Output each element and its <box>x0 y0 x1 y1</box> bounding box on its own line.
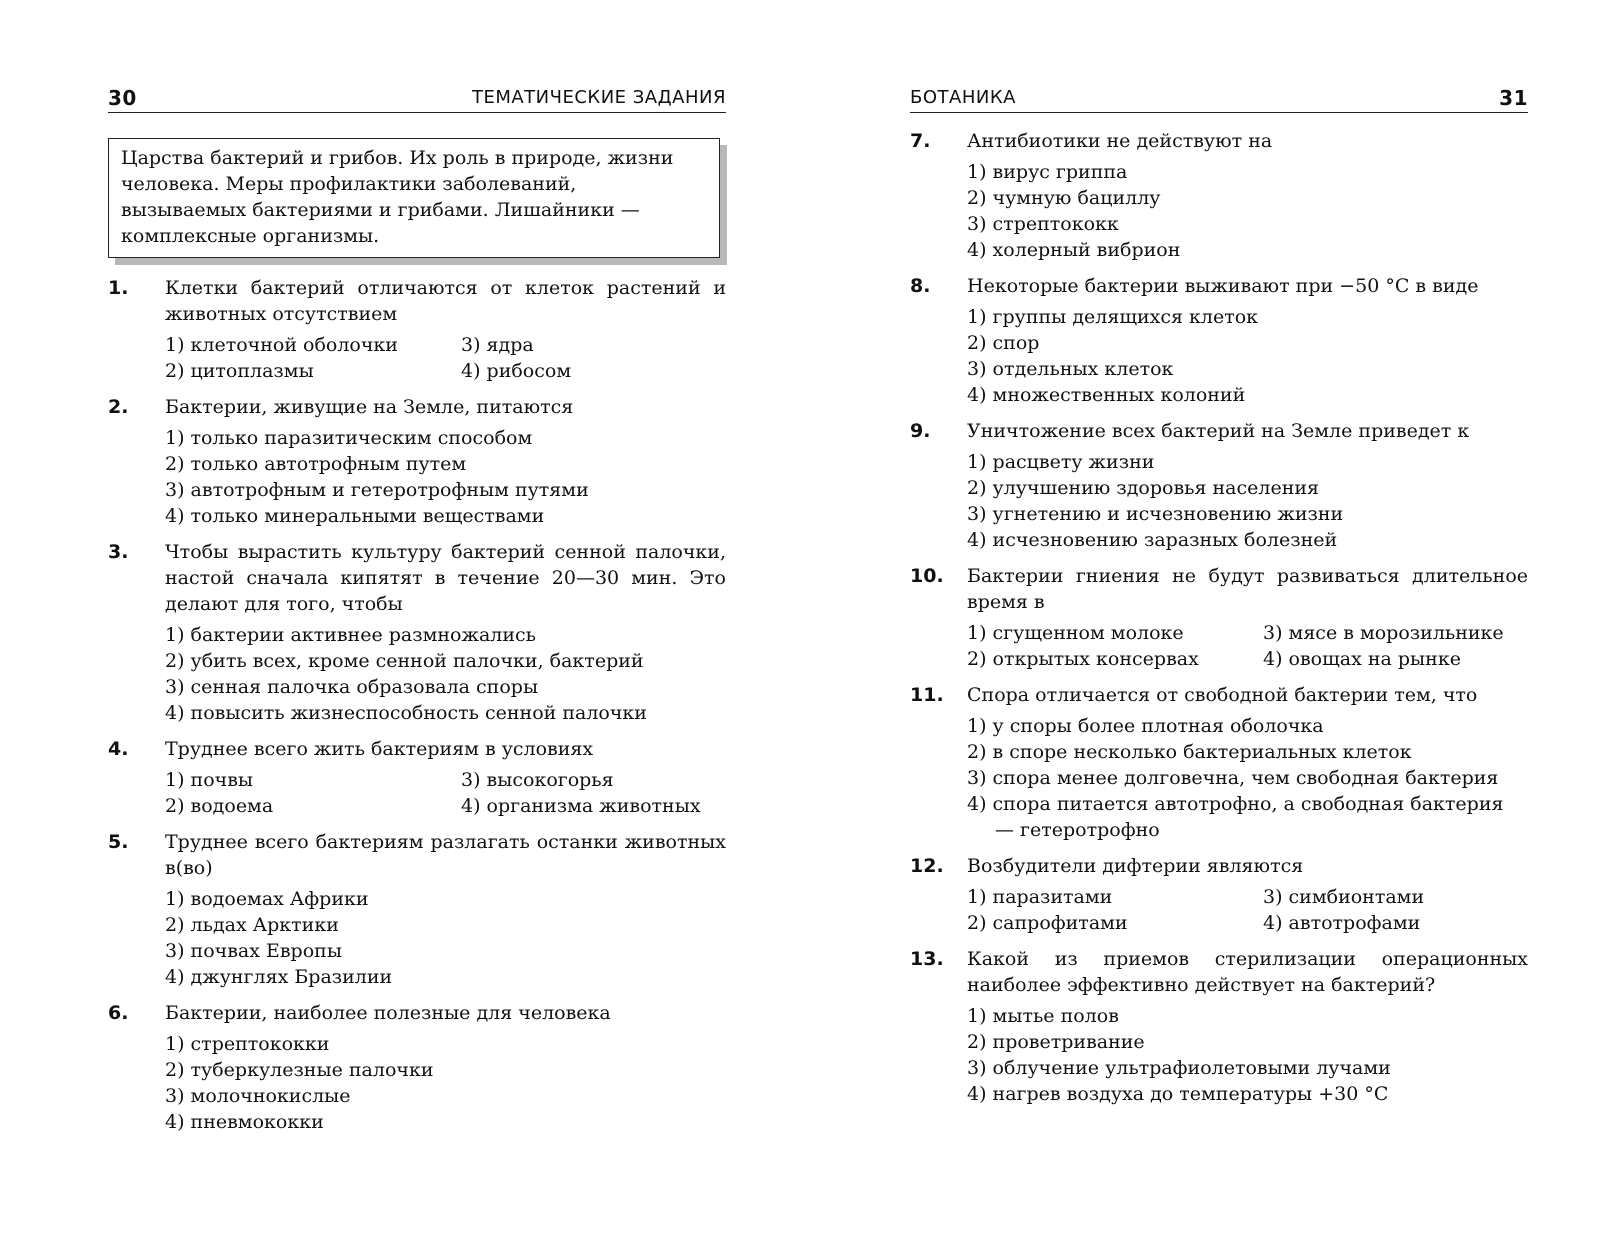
question-number: 10. <box>910 565 944 587</box>
running-title: БОТАНИКА <box>910 87 1016 108</box>
question-text: Чтобы вырастить культуру бактерий сенной палочки, настой сначала кипятят в течение 20—30 мин. Это делают для того, чтобы <box>165 541 726 615</box>
question-number: 3. <box>108 541 129 563</box>
answer-option: 4) организма животных <box>461 795 701 817</box>
question-text: Бактерии, живущие на Земле, питаются <box>165 396 574 418</box>
question-text: Бактерии гниения не будут развиваться длительное время в <box>967 565 1528 613</box>
question-number: 11. <box>910 684 944 706</box>
answer-option: 1) стрептококки <box>165 1033 330 1055</box>
answer-option: 1) сгущенном молоке <box>967 622 1184 644</box>
question-11 <box>910 682 1528 843</box>
answer-option: 3) молочнокислые <box>165 1085 351 1107</box>
question-9 <box>910 418 1528 553</box>
question-10 <box>910 563 1528 672</box>
answer-option: 1) только паразитическим способом <box>165 427 533 449</box>
answer-option: 3) отдельных клеток <box>967 358 1174 380</box>
answer-option: 2) чумную бациллу <box>967 187 1161 209</box>
question-text: Антибиотики не действуют на <box>967 130 1273 152</box>
answer-option: 3) мясе в морозильнике <box>1263 622 1504 644</box>
answer-option: 2) улучшению здоровья населения <box>967 477 1320 499</box>
question-7 <box>910 128 1528 263</box>
answer-option: 4) пневмококки <box>165 1111 324 1133</box>
running-head <box>910 86 1528 113</box>
answer-option: 3) автотрофным и гетеротрофным путями <box>165 479 589 501</box>
running-head <box>108 86 726 113</box>
answer-option: 1) группы делящихся клеток <box>967 306 1259 328</box>
question-8 <box>910 273 1528 408</box>
answer-option: 2) цитоплазмы <box>165 360 314 382</box>
answer-option: 4) холерный вибрион <box>967 239 1181 261</box>
answer-option: 4) только минеральными веществами <box>165 505 545 527</box>
answer-option: 1) расцвету жизни <box>967 451 1155 473</box>
topic-box: Царства бактерий и грибов. Их роль в природе, жизни человека. Меры профилактики заболеваний, вызываемых бактериями и грибами. Лишайники — комплексные организмы. <box>108 138 720 258</box>
answer-options <box>967 449 1528 553</box>
question-2 <box>108 394 726 529</box>
question-number: 4. <box>108 738 129 760</box>
answer-option: 1) у споры более плотная оболочка <box>967 715 1324 737</box>
question-13 <box>910 946 1528 1107</box>
question-6 <box>108 1000 726 1135</box>
answer-options <box>165 332 726 384</box>
question-number: 1. <box>108 277 129 299</box>
answer-option: 1) водоемах Африки <box>165 888 369 910</box>
question-text: Клетки бактерий отличаются от клеток растений и животных отсутствием <box>165 277 726 325</box>
question-text: Спора отличается от свободной бактерии тем, что <box>967 684 1478 706</box>
question-text: Уничтожение всех бактерий на Земле приведет к <box>967 420 1470 442</box>
answer-options <box>165 425 726 529</box>
answer-option: 3) сенная палочка образовала споры <box>165 676 539 698</box>
question-4 <box>108 736 726 819</box>
answer-option: 1) вирус гриппа <box>967 161 1128 183</box>
answer-option: 1) клеточной оболочки <box>165 334 398 356</box>
answer-options <box>165 1031 726 1135</box>
question-text: Какой из приемов стерилизации операционных наиболее эффективно действует на бактерий? <box>967 948 1528 996</box>
answer-option: 2) только автотрофным путем <box>165 453 467 475</box>
answer-option: 2) открытых консервах <box>967 648 1199 670</box>
question-text: Бактерии, наиболее полезные для человека <box>165 1002 611 1024</box>
answer-option: 4) джунглях Бразилии <box>165 966 393 988</box>
question-text: Возбудители дифтерии являются <box>967 855 1304 877</box>
answer-option: 1) паразитами <box>967 886 1113 908</box>
answer-option: 3) ядра <box>461 334 534 356</box>
question-list <box>910 128 1528 1117</box>
question-5 <box>108 829 726 990</box>
question-text: Некоторые бактерии выживают при −50 °С в виде <box>967 275 1479 297</box>
answer-option: 4) множественных колоний <box>967 384 1246 406</box>
answer-option: 3) облучение ультрафиолетовыми лучами <box>967 1057 1391 1079</box>
question-number: 2. <box>108 396 129 418</box>
answer-option: 4) повысить жизнеспособность сенной палочки <box>165 702 647 724</box>
answer-option: 3) спора менее долговечна, чем свободная бактерия <box>967 767 1499 789</box>
answer-option: 3) угнетению и исчезновению жизни <box>967 503 1344 525</box>
question-number: 8. <box>910 275 931 297</box>
answer-options <box>967 304 1528 408</box>
answer-option: 2) убить всех, кроме сенной палочки, бактерий <box>165 650 644 672</box>
question-number: 6. <box>108 1002 129 1024</box>
page-number: 31 <box>1499 86 1528 110</box>
answer-options <box>967 713 1528 843</box>
answer-options <box>967 159 1528 263</box>
answer-options <box>165 622 726 726</box>
question-3 <box>108 539 726 726</box>
answer-option: 1) почвы <box>165 769 254 791</box>
question-1 <box>108 275 726 384</box>
answer-option: 3) почвах Европы <box>165 940 342 962</box>
answer-options <box>967 884 1528 936</box>
answer-option: 1) бактерии активнее размножались <box>165 624 536 646</box>
answer-option: 1) мытье полов <box>967 1005 1119 1027</box>
answer-options <box>165 767 726 819</box>
question-number: 13. <box>910 948 944 970</box>
answer-option: 2) льдах Арктики <box>165 914 339 936</box>
answer-option: 2) водоема <box>165 795 274 817</box>
answer-option: 4) автотрофами <box>1263 912 1421 934</box>
question-number: 5. <box>108 831 129 853</box>
answer-option: 3) стрептококк <box>967 213 1119 235</box>
answer-option: 3) высокогорья <box>461 769 614 791</box>
answer-options <box>967 1003 1528 1107</box>
question-number: 9. <box>910 420 931 442</box>
answer-option: 2) проветривание <box>967 1031 1145 1053</box>
question-number: 12. <box>910 855 944 877</box>
question-text: Труднее всего бактериям разлагать останки животных в(во) <box>165 831 726 879</box>
answer-option: 2) в споре несколько бактериальных клеток <box>967 741 1412 763</box>
answer-option: 2) сапрофитами <box>967 912 1128 934</box>
answer-option: 4) исчезновению заразных болезней <box>967 529 1338 551</box>
question-12 <box>910 853 1528 936</box>
answer-option: 3) симбионтами <box>1263 886 1425 908</box>
answer-options <box>165 886 726 990</box>
question-number: 7. <box>910 130 931 152</box>
running-title: ТЕМАТИЧЕСКИЕ ЗАДАНИЯ <box>471 87 726 108</box>
answer-option: 2) туберкулезные палочки <box>165 1059 434 1081</box>
answer-option: 2) спор <box>967 332 1040 354</box>
answer-option: 4) овощах на рынке <box>1263 648 1461 670</box>
answer-option: 4) спора питается автотрофно, а свободная бактерия — гетеротрофно <box>967 793 1504 841</box>
page-number: 30 <box>108 86 137 110</box>
question-list <box>108 275 726 1145</box>
question-text: Труднее всего жить бактериям в условиях <box>165 738 594 760</box>
answer-option: 4) рибосом <box>461 360 572 382</box>
answer-options <box>967 620 1528 672</box>
answer-option: 4) нагрев воздуха до температуры +30 °С <box>967 1083 1389 1105</box>
